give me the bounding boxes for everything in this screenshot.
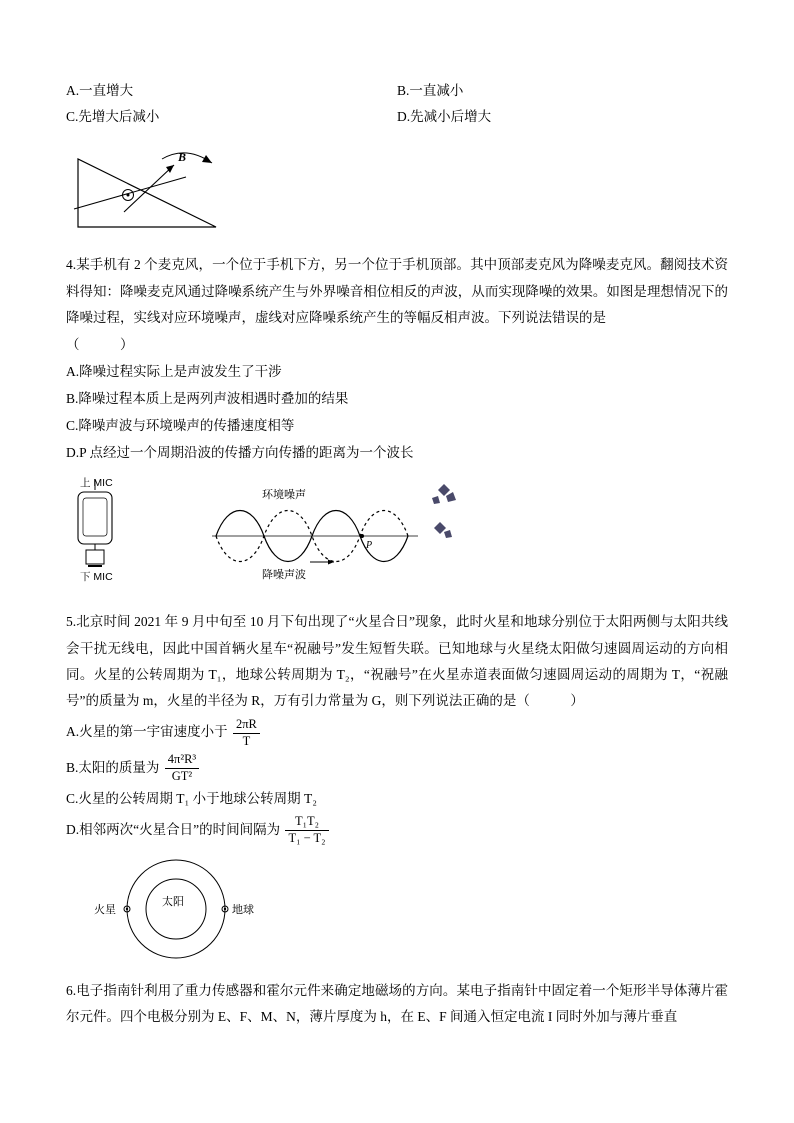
figure-noise-cancelling: [66, 474, 728, 599]
q4-option-a-label: A.: [66, 364, 80, 380]
q3-options-row-1: [66, 78, 728, 104]
ambient-noise-label: 环境噪声: [262, 489, 306, 502]
q4-option-a-text: 降噪过程实际上是声波发生了干涉: [79, 364, 282, 380]
q3-option-b-label: B.: [397, 83, 410, 98]
q5-option-d-label: D.: [66, 821, 80, 837]
figure-orbits: [66, 855, 728, 968]
q4-option-b: [66, 385, 728, 412]
q5-option-d-text: 相邻两次“火星合日”的时间间隔为: [79, 821, 281, 837]
q4-option-b-label: B.: [66, 391, 79, 407]
mars-dot: [126, 908, 128, 910]
noise-cancelling-svg: [66, 474, 486, 594]
q5-option-b-text: 太阳的质量为: [78, 759, 160, 775]
q5-option-c-label: C.: [66, 790, 79, 806]
current-out-dot: [127, 194, 130, 197]
q5-option-a-label: A.: [66, 724, 80, 740]
q5-option-b-label: B.: [66, 759, 79, 775]
earth-label: 地球: [232, 903, 254, 916]
q4-option-c-label: C.: [66, 418, 79, 434]
q6-number: 6.: [66, 982, 77, 998]
figure-inclined-plane: [66, 137, 728, 242]
q6-body: [66, 978, 728, 1031]
q5-option-b: [66, 750, 728, 785]
q5-option-a-numerator: 2πR: [236, 717, 257, 732]
bottom-mic-module: [86, 550, 104, 564]
sound-burst-icons: [432, 484, 456, 538]
q4-option-a: [66, 358, 728, 385]
b-field-arrow-line: [124, 165, 174, 212]
top-mic-label: 上 MIC: [80, 477, 113, 490]
bottom-mic-label: 下 MIC: [80, 571, 113, 584]
q6-text: 电子指南针利用了重力传感器和霍尔元件来确定地磁场的方向。某电子指南针中固定着一个矩形半导体薄片霍尔元件。四个电极分别为 E、F、M、N，薄片厚度为 h，在 E、F 间通入恒定电流 I 同时外加与薄片垂直: [66, 982, 728, 1025]
anti-noise-label: 降噪声波: [262, 569, 306, 582]
q5-option-b-numerator: 4π²R³: [167, 752, 197, 767]
q3-option-a-text: 一直增大: [79, 83, 134, 98]
phone-screen: [83, 498, 107, 536]
q5-option-d-fraction: [285, 814, 328, 846]
q4-text: 某手机有 2 个麦克风，一个位于手机下方，另一个位于手机顶部。其中顶部麦克风为降噪麦克风。翻阅技术资料得知：降噪麦克风通过降噪系统产生与外界噪音相位相反的声波，从而实现降噪的效果。如图是理想情况下的降噪过程，实线对应环境噪声，虚线对应降噪系统产生的等幅反相声波。下列说法错误的是: [66, 257, 728, 325]
q4-option-d: [66, 439, 728, 466]
q5-option-b-fraction: [165, 752, 199, 784]
q3-option-d-text: 先减小后增大: [410, 108, 492, 124]
rotation-arc-head: [202, 155, 212, 163]
q3-options-row-2: [66, 104, 728, 130]
q5-option-d-numerator: T₁T₂: [295, 814, 320, 829]
mars-label: 火星: [94, 903, 116, 916]
q3-option-c-label: C.: [66, 108, 79, 124]
q3-option-a-label: A.: [66, 83, 80, 98]
q5-option-c: [66, 785, 728, 812]
q3-option-c-text: 先增大后减小: [78, 108, 160, 124]
q4-option-c-text: 降噪声波与环境噪声的传播速度相等: [78, 418, 295, 434]
q4-blank: （ ）: [66, 337, 134, 353]
wedge-shape: [78, 159, 216, 227]
q3-option-a: [66, 78, 397, 104]
q5-number: 5.: [66, 614, 77, 630]
q5-body: [66, 609, 728, 714]
q5-option-a-text: 火星的第一宇宙速度小于: [79, 724, 228, 740]
q3-option-b: [397, 78, 728, 104]
q3-option-d-label: D.: [397, 108, 411, 124]
q4-option-b-text: 降噪过程本质上是两列声波相遇时叠加的结果: [78, 391, 349, 407]
orbits-svg: [66, 855, 346, 963]
q5-option-a-denominator: T: [233, 733, 260, 750]
q5-option-b-denominator: GT²: [165, 768, 199, 785]
q4-option-d-text: P 点经过一个周期沿波的传播方向传播的距离为一个波长: [79, 445, 414, 461]
q5-option-d: [66, 812, 728, 847]
q3-option-d: [397, 104, 728, 130]
q4-option-c: [66, 412, 728, 439]
q3-option-b-text: 一直减小: [409, 83, 464, 98]
q5-option-a: [66, 714, 728, 749]
q5-text: 北京时间 2021 年 9 月中旬至 10 月下旬出现了“火星合日”现象，此时火星和地球分别位于太阳两侧与太阳共线会干扰无线电，因此中国首辆火星车“祝融号”发生短暂失联。已知地球与火星绕太阳做匀速圆周运动的方向相同。火星的公转周期为 T₁，地球公转周期为 T₂，“祝融号”在火星赤道表面做匀速圆周运动的周期为 T，“祝融号”的质量为 m，火星的半径为 R，万有引力常量为 G，则下列说法正确的是（ ）: [66, 614, 728, 709]
earth-dot: [224, 908, 226, 910]
q5-option-c-text: 火星的公转周期 T₁ 小于地球公转周期 T₂: [78, 790, 317, 806]
sun-label: 太阳: [162, 895, 184, 908]
point-p-label: P: [366, 540, 373, 552]
point-p-marker: [360, 534, 364, 538]
q4-body: [66, 252, 728, 331]
q5-option-a-fraction: [233, 717, 260, 749]
q4-number: 4.: [66, 257, 77, 273]
q3-option-c: [66, 104, 397, 130]
inclined-plane-svg: [66, 137, 326, 237]
q5-option-d-denominator: T₁ − T₂: [285, 830, 328, 847]
q4-option-d-label: D.: [66, 445, 80, 461]
b-field-label: B: [178, 150, 187, 165]
